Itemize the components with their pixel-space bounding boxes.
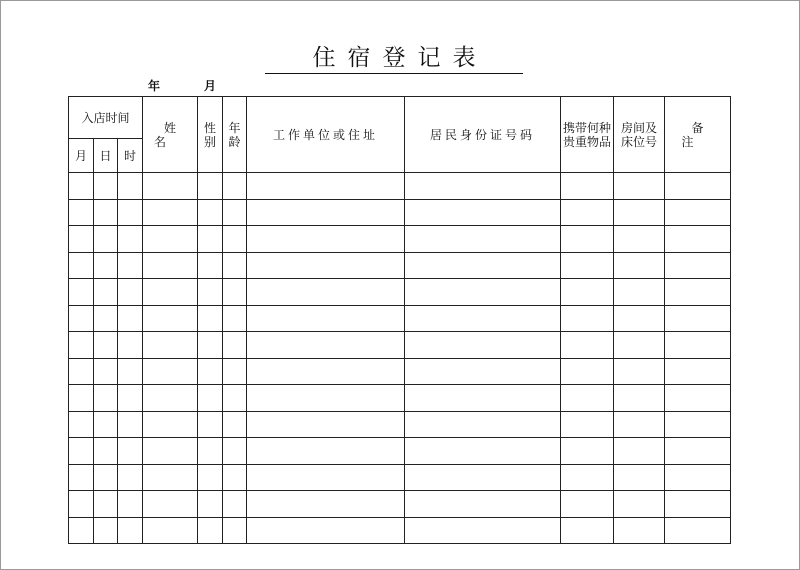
table-cell[interactable] — [94, 173, 118, 200]
table-cell[interactable] — [405, 279, 561, 306]
table-cell[interactable] — [118, 305, 143, 332]
table-body — [69, 173, 731, 544]
header-gender-line2: 别 — [204, 134, 217, 149]
table-row — [69, 252, 731, 279]
table-cell[interactable] — [665, 279, 731, 306]
table-cell[interactable] — [665, 464, 731, 491]
table-cell[interactable] — [247, 305, 405, 332]
table-cell[interactable] — [198, 279, 223, 306]
table-cell[interactable] — [247, 252, 405, 279]
table-cell[interactable] — [614, 385, 665, 412]
header-age-line1: 年 — [228, 120, 241, 135]
table-cell[interactable] — [94, 438, 118, 465]
header-gender-line1: 性 — [204, 120, 217, 135]
table-cell[interactable] — [198, 305, 223, 332]
table-cell[interactable] — [665, 385, 731, 412]
header-room-line1: 房间及 — [621, 120, 658, 135]
table-cell[interactable] — [665, 332, 731, 359]
table-cell[interactable] — [94, 517, 118, 544]
table-cell[interactable] — [223, 332, 247, 359]
table-cell[interactable] — [561, 252, 614, 279]
table-cell[interactable] — [118, 411, 143, 438]
table-row — [69, 517, 731, 544]
table-cell[interactable] — [405, 332, 561, 359]
table-row — [69, 332, 731, 359]
header-day: 日 — [94, 139, 118, 173]
table-cell[interactable] — [665, 491, 731, 518]
table-cell[interactable] — [143, 358, 198, 385]
table-cell[interactable] — [614, 173, 665, 200]
table-cell[interactable] — [405, 173, 561, 200]
header-remarks-text: 备 注 — [681, 120, 724, 149]
table-cell[interactable] — [94, 332, 118, 359]
table-cell[interactable] — [561, 491, 614, 518]
table-cell[interactable] — [665, 305, 731, 332]
table-cell[interactable] — [118, 464, 143, 491]
table-cell[interactable] — [118, 517, 143, 544]
table-cell[interactable] — [143, 305, 198, 332]
table-cell[interactable] — [247, 411, 405, 438]
table-cell[interactable] — [405, 438, 561, 465]
table-cell[interactable] — [223, 279, 247, 306]
table-cell[interactable] — [614, 464, 665, 491]
table-cell[interactable] — [143, 491, 198, 518]
header-valuables-line2: 贵重物品 — [563, 134, 612, 149]
header-name — [143, 97, 198, 173]
month-label: 月 — [204, 79, 217, 93]
table-cell[interactable] — [247, 358, 405, 385]
table-cell[interactable] — [247, 173, 405, 200]
table-cell[interactable] — [561, 226, 614, 253]
table-cell[interactable] — [198, 517, 223, 544]
table-cell[interactable] — [69, 226, 94, 253]
table-cell[interactable] — [561, 199, 614, 226]
table-cell[interactable] — [247, 279, 405, 306]
table-cell[interactable] — [561, 438, 614, 465]
table-cell[interactable] — [69, 332, 94, 359]
table-cell[interactable] — [69, 438, 94, 465]
table-cell[interactable] — [143, 411, 198, 438]
header-room-bed — [614, 97, 665, 173]
table-cell[interactable] — [223, 517, 247, 544]
table-cell[interactable] — [247, 226, 405, 253]
table-cell[interactable] — [665, 438, 731, 465]
table-cell[interactable] — [198, 385, 223, 412]
table-cell[interactable] — [223, 491, 247, 518]
table-cell[interactable] — [665, 252, 731, 279]
table-cell[interactable] — [665, 517, 731, 544]
header-age — [223, 97, 247, 173]
table-row — [69, 305, 731, 332]
table-cell[interactable] — [405, 226, 561, 253]
table-cell[interactable] — [614, 332, 665, 359]
table-cell[interactable] — [69, 173, 94, 200]
table-cell[interactable] — [561, 411, 614, 438]
table-row — [69, 438, 731, 465]
header-age-line2: 龄 — [228, 134, 241, 149]
header-gender — [198, 97, 223, 173]
table-row — [69, 385, 731, 412]
table-cell[interactable] — [118, 199, 143, 226]
table-cell[interactable] — [223, 199, 247, 226]
table-row — [69, 226, 731, 253]
table-cell[interactable] — [665, 411, 731, 438]
table-cell[interactable] — [69, 464, 94, 491]
table-cell[interactable] — [118, 173, 143, 200]
header-work-address: 工作单位或住址 — [247, 97, 405, 173]
table-row — [69, 358, 731, 385]
table-cell[interactable] — [405, 305, 561, 332]
table-cell[interactable] — [561, 279, 614, 306]
table-cell[interactable] — [143, 226, 198, 253]
table-row — [69, 173, 731, 200]
table-cell[interactable] — [69, 491, 94, 518]
table-cell[interactable] — [198, 252, 223, 279]
table-cell[interactable] — [223, 305, 247, 332]
table-row — [69, 491, 731, 518]
table-row — [69, 411, 731, 438]
table-cell[interactable] — [247, 464, 405, 491]
table-cell[interactable] — [94, 199, 118, 226]
table-cell[interactable] — [614, 199, 665, 226]
table-cell[interactable] — [69, 199, 94, 226]
table-cell[interactable] — [118, 358, 143, 385]
header-checkin-time: 入店时间 — [69, 97, 143, 139]
table-cell[interactable] — [198, 411, 223, 438]
header-room-line2: 床位号 — [621, 134, 658, 149]
table-cell[interactable] — [614, 517, 665, 544]
table-cell[interactable] — [223, 438, 247, 465]
table-cell[interactable] — [94, 226, 118, 253]
table-cell[interactable] — [561, 517, 614, 544]
table-cell[interactable] — [665, 173, 731, 200]
table-cell[interactable] — [118, 279, 143, 306]
table-row — [69, 279, 731, 306]
table-cell[interactable] — [143, 173, 198, 200]
table-cell[interactable] — [665, 226, 731, 253]
table-cell[interactable] — [665, 199, 731, 226]
table-cell[interactable] — [561, 332, 614, 359]
table-cell[interactable] — [223, 411, 247, 438]
table-cell[interactable] — [223, 226, 247, 253]
header-valuables-line1: 携带何种 — [563, 120, 612, 135]
table-cell[interactable] — [198, 491, 223, 518]
table-cell[interactable] — [405, 385, 561, 412]
table-cell[interactable] — [69, 411, 94, 438]
table-cell[interactable] — [143, 332, 198, 359]
table-cell[interactable] — [247, 385, 405, 412]
table-cell[interactable] — [561, 464, 614, 491]
table-cell[interactable] — [198, 173, 223, 200]
table-cell[interactable] — [198, 358, 223, 385]
table-cell[interactable] — [405, 464, 561, 491]
table-cell[interactable] — [405, 411, 561, 438]
table-cell[interactable] — [223, 464, 247, 491]
table-cell[interactable] — [69, 385, 94, 412]
table-cell[interactable] — [94, 464, 118, 491]
table-cell[interactable] — [614, 226, 665, 253]
table-cell[interactable] — [614, 305, 665, 332]
table-cell[interactable] — [94, 279, 118, 306]
table-cell[interactable] — [69, 358, 94, 385]
table-cell[interactable] — [223, 385, 247, 412]
table-cell[interactable] — [247, 438, 405, 465]
table-cell[interactable] — [614, 252, 665, 279]
table-cell[interactable] — [118, 252, 143, 279]
table-cell[interactable] — [94, 385, 118, 412]
table-cell[interactable] — [118, 385, 143, 412]
header-id-number: 居民身份证号码 — [405, 97, 561, 173]
header-remarks — [665, 97, 731, 173]
header-month: 月 — [69, 139, 94, 173]
header-name-text: 姓 名 — [154, 120, 197, 149]
table-cell[interactable] — [198, 438, 223, 465]
table-cell[interactable] — [223, 358, 247, 385]
header-hour: 时 — [118, 139, 143, 173]
table-cell[interactable] — [405, 517, 561, 544]
table-cell[interactable] — [94, 358, 118, 385]
table-cell[interactable] — [405, 358, 561, 385]
title-underline — [265, 73, 523, 74]
table-cell[interactable] — [405, 199, 561, 226]
table-row — [69, 464, 731, 491]
table-cell[interactable] — [561, 305, 614, 332]
form-title: 住宿登记表 — [312, 45, 488, 71]
table-cell[interactable] — [614, 358, 665, 385]
table-cell[interactable] — [118, 226, 143, 253]
table-cell[interactable] — [143, 517, 198, 544]
table-cell[interactable] — [247, 199, 405, 226]
table-cell[interactable] — [143, 464, 198, 491]
table-cell[interactable] — [223, 252, 247, 279]
table-cell[interactable] — [69, 279, 94, 306]
table-cell[interactable] — [143, 252, 198, 279]
table-cell[interactable] — [118, 491, 143, 518]
table-cell[interactable] — [94, 411, 118, 438]
table-cell[interactable] — [143, 385, 198, 412]
table-cell[interactable] — [614, 279, 665, 306]
table-row — [69, 199, 731, 226]
table-cell[interactable] — [561, 385, 614, 412]
table-cell[interactable] — [405, 252, 561, 279]
header-valuables — [561, 97, 614, 173]
table-cell[interactable] — [143, 279, 198, 306]
table-cell[interactable] — [143, 438, 198, 465]
table-cell[interactable] — [561, 173, 614, 200]
table-cell[interactable] — [94, 252, 118, 279]
table-cell[interactable] — [614, 438, 665, 465]
table-cell[interactable] — [198, 226, 223, 253]
table-cell[interactable] — [247, 332, 405, 359]
table-cell[interactable] — [198, 464, 223, 491]
table-cell[interactable] — [118, 438, 143, 465]
table-cell[interactable] — [69, 305, 94, 332]
registration-table — [68, 96, 731, 544]
table-cell[interactable] — [143, 199, 198, 226]
table-cell[interactable] — [614, 491, 665, 518]
table-cell[interactable] — [665, 358, 731, 385]
table-cell[interactable] — [247, 491, 405, 518]
table-cell[interactable] — [198, 332, 223, 359]
table-cell[interactable] — [69, 517, 94, 544]
table-cell[interactable] — [614, 411, 665, 438]
table-cell[interactable] — [69, 252, 94, 279]
table-cell[interactable] — [405, 491, 561, 518]
table-cell[interactable] — [94, 305, 118, 332]
table-cell[interactable] — [247, 517, 405, 544]
table-cell[interactable] — [561, 358, 614, 385]
table-cell[interactable] — [94, 491, 118, 518]
table-cell[interactable] — [198, 199, 223, 226]
table-cell[interactable] — [223, 173, 247, 200]
year-label: 年 — [148, 79, 161, 93]
table-cell[interactable] — [118, 332, 143, 359]
